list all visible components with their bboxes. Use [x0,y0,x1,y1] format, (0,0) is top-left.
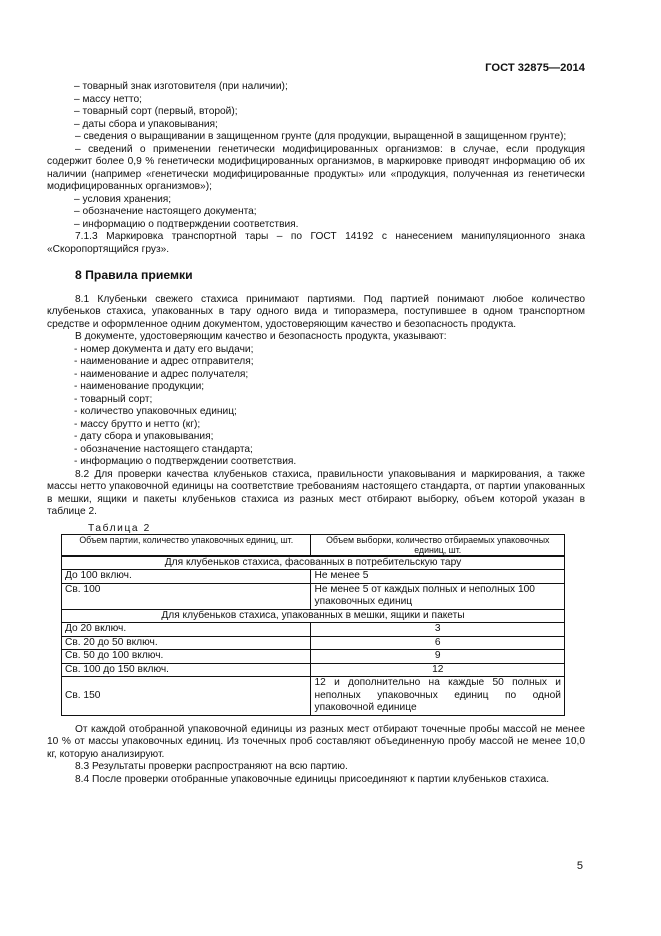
paragraph-8-4: 8.4 После проверки отобранные упаковочные единицы присоединяют к партии клубеньков стахиса. [75,773,550,785]
table-header-row [62,534,565,556]
paragraph-point-samples: От каждой отобранной упаковочной единицы из разных мест отбирают точечные пробы массой не менее 10 % от массы упаковочных единиц. Из точечных проб составляют объединенную пробу массой не менее 10,0 кг, которую анализируют. [47,723,585,760]
table-cell: 6 [311,636,565,650]
table-row [62,677,565,716]
table-cell: Св. 50 до 100 включ. [62,650,311,664]
table-caption: Таблица 2 [88,522,151,534]
table-header-lot-size: Объем партии, количество упаковочных единиц, шт. [62,534,311,556]
table-group-consumer-pack: Для клубеньков стахиса, фасованных в потребительскую тару [62,556,565,570]
list-item: – товарный знак изготовителя (при наличии); [74,81,288,92]
section-title: 8 Правила приемки [75,268,193,282]
list-item: - номер документа и дату его выдачи; [74,343,254,355]
paragraph-document-contents: В документе, удостоверяющим качество и безопасность продукта, указывают: [75,331,447,342]
list-item: - дату сбора и упаковывания; [74,431,214,442]
document-body [47,81,585,786]
list-item: - информацию о подтверждении соответствия. [74,456,297,467]
table-row [62,583,565,609]
table-group-row [62,609,565,623]
paragraph-8-2: 8.2 Для проверки качества клубеньков стахиса, правильности упаковывания и маркирования, а также массы нетто упаковочной единицы на соответствие требованиям настоящего стандарта, от партии упакованных в мешки, ящики и пакеты клубеньков стахиса из разных мест отбирают выборку, объем которой указан в таблице 2. [47,468,585,517]
page-number: 5 [576,860,583,872]
sampling-table [61,534,565,716]
table-header-sample-size: Объем выборки, количество отбираемых упаковочных единиц, шт. [311,534,565,556]
list-item: – обозначение настоящего документа; [74,206,257,217]
list-item: - товарный сорт; [74,393,153,405]
table-cell: 12 [311,663,565,677]
table-cell: Не менее 5 [311,570,565,584]
table-row [62,650,565,664]
table-cell: Св. 20 до 50 включ. [62,636,311,650]
list-item: – массу нетто; [74,93,142,105]
list-item: – сведения о выращивании в защищенном грунте (для продукции, выращенной в защищенном грунте); [75,131,567,142]
table-row [62,623,565,637]
table-cell: 12 и дополнительно на каждые 50 полных и неполных упаковочных единиц по одной упаковочной единице [311,677,565,716]
table-cell: Св. 150 [62,677,311,716]
list-item: - наименование и адрес отправителя; [74,356,254,367]
table-cell: До 100 включ. [62,570,311,584]
paragraph-8-1: 8.1 Клубеньки свежего стахиса принимают партиями. Под партией понимают любое количество клубеньков стахиса, упакованных в тару одного вида и типоразмера, поступившее в одном транспортном средстве и оформленное одним документом, удостоверяющим качество и безопасность продукта. [47,293,585,330]
table-group-row [62,556,565,570]
list-item: - обозначение настоящего стандарта; [74,443,253,455]
list-item: - наименование продукции; [74,381,205,392]
list-item: – информацию о подтверждении соответствия. [74,218,299,230]
list-item: - количество упаковочных единиц; [74,406,237,417]
list-item: - наименование и адрес получателя; [74,368,249,380]
list-item: – условия хранения; [74,193,172,205]
table-cell: 9 [311,650,565,664]
paragraph-7-1-3: 7.1.3 Маркировка транспортной тары – по ГОСТ 14192 с нанесением манипуляционного знака «Скоропортящийся груз». [47,231,585,255]
table-cell: Св. 100 до 150 включ. [62,663,311,677]
table-cell: Не менее 5 от каждых полных и неполных 100 упаковочных единиц [311,583,565,609]
table-group-bags-boxes: Для клубеньков стахиса, упакованных в мешки, ящики и пакеты [62,609,565,623]
list-item: – даты сбора и упаковывания; [74,118,218,130]
standard-header: ГОСТ 32875—2014 [485,62,585,74]
table-row [62,570,565,584]
table-cell: Св. 100 [62,583,311,609]
list-item: – сведений о применении генетически модифицированных организмов: в случае, если продукция содержит более 0,9 % генетически модифицированных организмов, в маркировке приводят информацию об их наличии (например «генетически модифицированные продукты» или «продукция, полученная из генетически модифицированных организмов»); [47,143,585,192]
table-cell: До 20 включ. [62,623,311,637]
table-cell: 3 [311,623,565,637]
table-row [62,663,565,677]
list-item: - массу брутто и нетто (кг); [74,418,201,430]
list-item: – товарный сорт (первый, второй); [74,106,238,117]
paragraph-8-3: 8.3 Результаты проверки распространяют на всю партию. [75,761,348,772]
table-row [62,636,565,650]
